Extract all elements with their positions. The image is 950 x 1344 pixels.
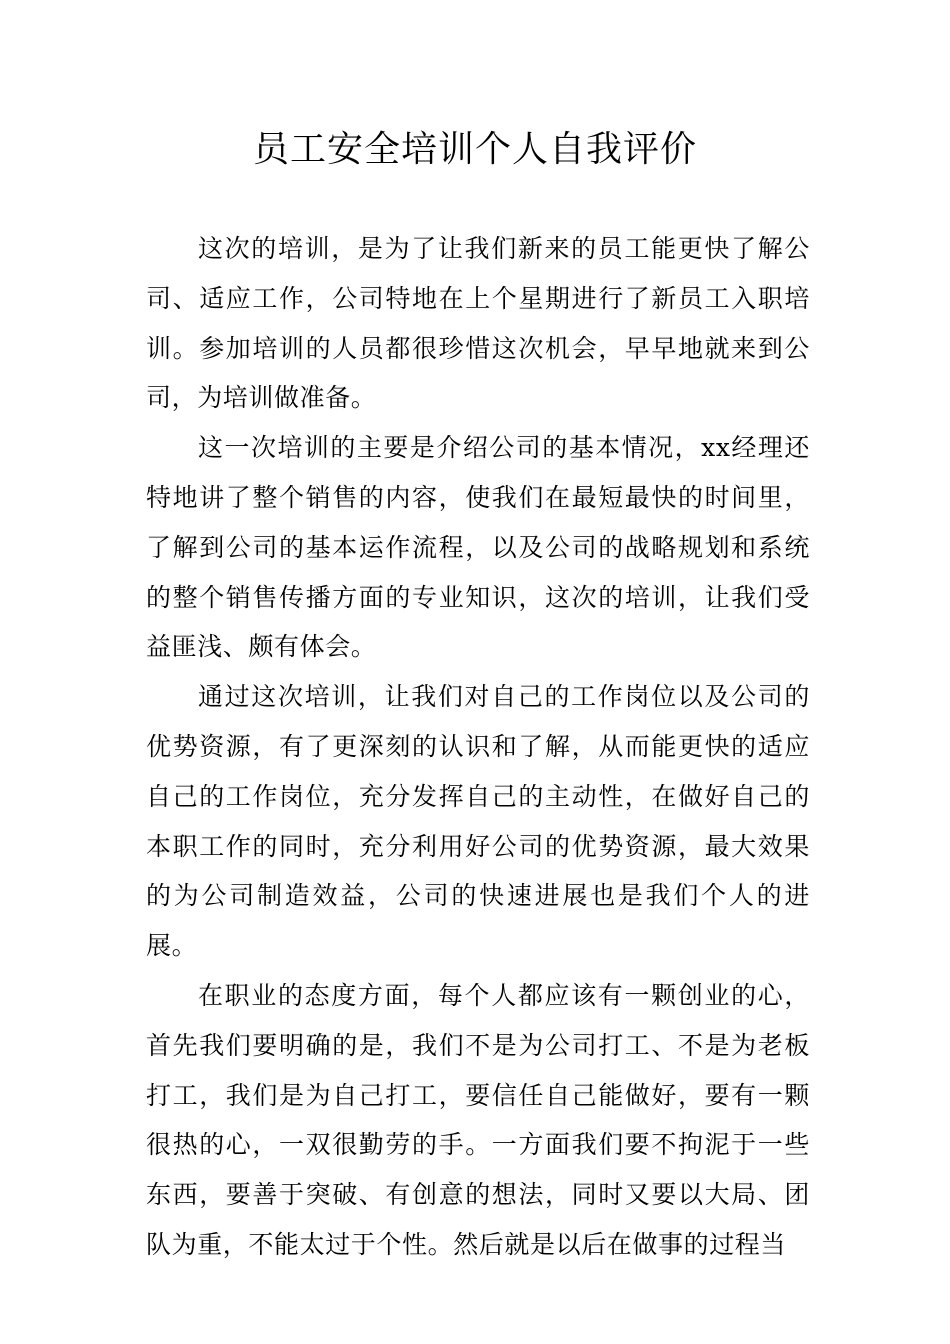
paragraph-2: 这一次培训的主要是介绍公司的基本情况，xx经理还特地讲了整个销售的内容，使我们在最短最快的时间里，了解到公司的基本运作流程，以及公司的战略规划和系统的整个销售传播方面的专业知识，这次的培训，让我们受益匪浅、颇有体会。 xyxy=(146,433,810,662)
document-title: 员工安全培训个人自我评价 xyxy=(252,129,697,170)
document-body xyxy=(146,224,810,1270)
paragraph-3: 通过这次培训，让我们对自己的工作岗位以及公司的优势资源，有了更深刻的认识和了解，从而能更快的适应自己的工作岗位，充分发挥自己的主动性，在做好自己的本职工作的同时，充分利用好公司的优势资源，最大效果的为公司制造效益，公司的快速进展也是我们个人的进展。 xyxy=(146,682,810,961)
paragraph-4: 在职业的态度方面，每个人都应该有一颗创业的心，首先我们要明确的是，我们不是为公司打工、不是为老板打工，我们是为自己打工，要信任自己能做好，要有一颗很热的心，一双很勤劳的手。一方面我们要不拘泥于一些东西，要善于突破、有创意的想法，同时又要以大局、团队为重，不能太过于个性。然后就是以后在做事的过程当 xyxy=(146,980,810,1259)
paragraph-1: 这次的培训，是为了让我们新来的员工能更快了解公司、适应工作，公司特地在上个星期进行了新员工入职培训。参加培训的人员都很珍惜这次机会，早早地就来到公司，为培训做准备。 xyxy=(146,234,810,413)
